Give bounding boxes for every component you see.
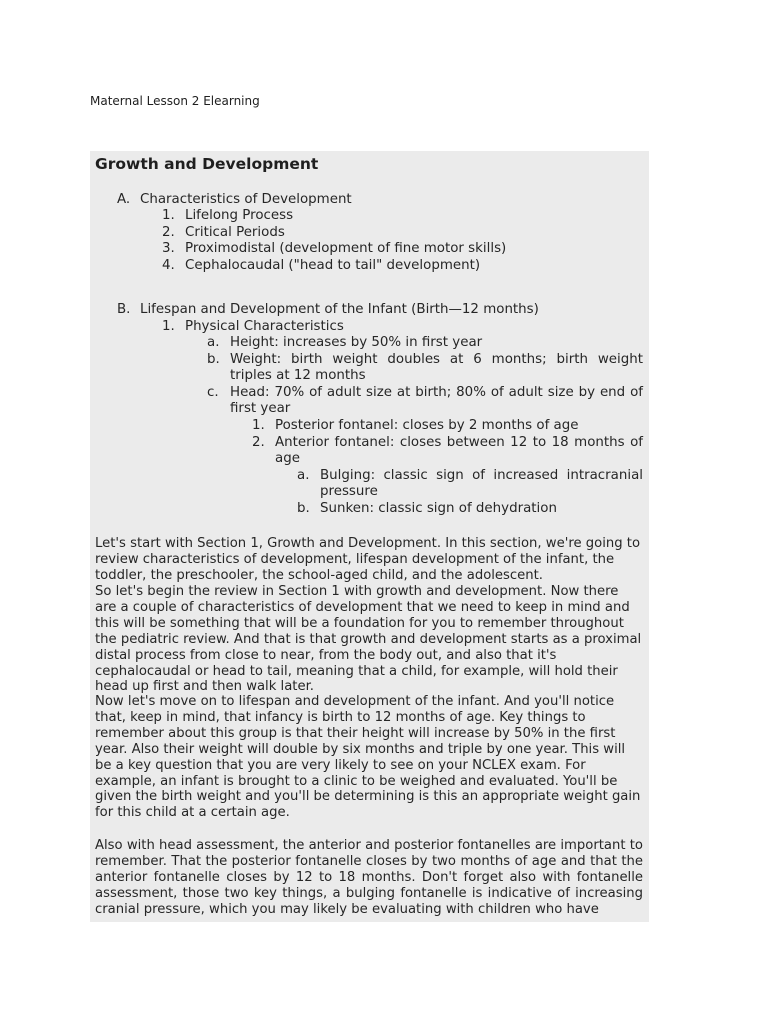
outline-text: Critical Periods xyxy=(185,225,285,240)
outline-section-a xyxy=(117,192,643,208)
outline-marker: 1. xyxy=(162,208,175,223)
outline-text: Anterior fontanel: closes between 12 to 18 months of age xyxy=(275,435,643,467)
outline-marker: B. xyxy=(117,302,131,317)
outline-marker: a. xyxy=(207,335,220,350)
outline-marker: 4. xyxy=(162,258,175,273)
outline-text: Height: increases by 50% in first year xyxy=(230,335,483,350)
outline-text: Cephalocaudal ("head to tail" development) xyxy=(185,258,481,273)
outline-item xyxy=(297,501,643,517)
outline-text: Physical Characteristics xyxy=(185,319,344,334)
outline-text: Sunken: classic sign of dehydration xyxy=(320,501,557,516)
outline-text: Posterior fontanel: closes by 2 months of age xyxy=(275,418,579,433)
outline-marker: 2. xyxy=(252,435,265,450)
outline-marker: 1. xyxy=(252,418,265,433)
transcript-paragraph: Now let's move on to lifespan and development of the infant. And you'll notice that, keep in mind, that infancy is birth to 12 months of age. Key things to remember about this group is that their height will increase by 50% in the first year. Also their weight will double by six months and triple by one year. This will be a key question that you are very likely to see on your NCLEX exam. For example, an infant is brought to a clinic to be weighed and evaluated. You'll be given the birth weight and you'll be determining is this an appropriate weight gain for this child at a certain age. xyxy=(95,694,641,821)
outline-item xyxy=(162,258,643,274)
outline-item xyxy=(252,435,643,468)
outline-item xyxy=(207,385,643,418)
outline-marker: c. xyxy=(207,385,219,400)
outline-item xyxy=(162,208,643,224)
outline-item xyxy=(162,241,643,257)
outline-text: Head: 70% of adult size at birth; 80% of adult size by end of first year xyxy=(230,385,643,417)
outline-text: Proximodistal (development of fine motor skills) xyxy=(185,241,507,256)
outline-marker: a. xyxy=(297,468,310,483)
outline-item xyxy=(162,225,643,241)
transcript-paragraph: Let's start with Section 1, Growth and Development. In this section, we're going to review characteristics of development, lifespan development of the infant, the toddler, the preschooler, the school-aged child, and the adolescent. xyxy=(95,536,641,583)
outline-marker: A. xyxy=(117,192,131,207)
outline-marker: 2. xyxy=(162,225,175,240)
outline-section-b xyxy=(117,302,643,318)
outline-item xyxy=(207,352,643,385)
outline-item xyxy=(252,418,643,434)
transcript-paragraph: So let's begin the review in Section 1 with growth and development. Now there are a couple of characteristics of development that we need to keep in mind and this will be something that will be a foundation for you to remember throughout the pediatric review. And that is that growth and development starts as a proximal distal process from close to near, from the body out, and also that it's cephalocaudal or head to tail, meaning that a child, for example, will hold their head up first and then walk later. xyxy=(95,584,642,695)
outline-item xyxy=(162,319,643,335)
outline-text: Lifelong Process xyxy=(185,208,294,223)
lesson-content xyxy=(90,151,649,922)
outline-marker: 1. xyxy=(162,319,175,334)
document-header: Maternal Lesson 2 Elearning xyxy=(90,94,260,108)
outline-marker: b. xyxy=(207,352,220,367)
outline-marker: b. xyxy=(297,501,310,516)
outline-text: Characteristics of Development xyxy=(140,192,352,207)
outline-marker: 3. xyxy=(162,241,175,256)
outline-text: Weight: birth weight doubles at 6 months; birth weight triples at 12 months xyxy=(230,352,643,384)
section-title: Growth and Development xyxy=(95,155,319,173)
outline-item xyxy=(297,468,643,501)
outline-text: Bulging: classic sign of increased intracranial pressure xyxy=(320,468,643,500)
transcript-paragraph: Also with head assessment, the anterior and posterior fontanelles are important to remember. That the posterior fontanelle closes by two months of age and that the anterior fontanelle closes by 12 to 18 months. Don't forget also with fontanelle assessment, those two key things, a bulging fontanelle is indicative of increasing cranial pressure, which you may likely be evaluating with children who have xyxy=(95,838,643,917)
outline-text: Lifespan and Development of the Infant (Birth—12 months) xyxy=(140,302,539,317)
outline-item xyxy=(207,335,643,351)
